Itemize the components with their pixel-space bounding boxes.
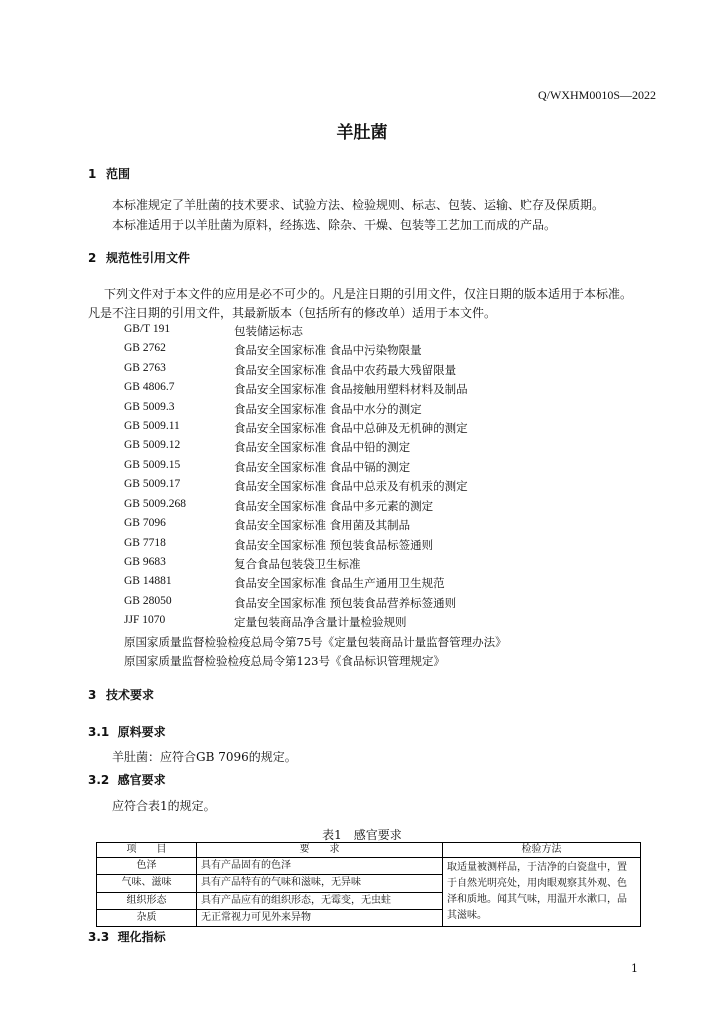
section-3-1-text: 羊肚菌：应符合GB 7096的规定。: [112, 750, 297, 764]
section-number: 1: [88, 167, 97, 181]
ref-title: 包装储运标志: [234, 324, 303, 338]
table-cell-method: 取适量被测样品，于洁净的白瓷盘中，置于自然光明亮处，用肉眼观察其外观、色泽和质地。闻其气味，用温开水漱口，品其滋味。: [443, 858, 641, 927]
ref-code: GB/T 191: [124, 323, 171, 335]
ref-code: JJF 1070: [124, 614, 166, 626]
table-header: 检验方法: [443, 843, 641, 858]
page-number: 1: [631, 962, 638, 975]
ref-code: GB 5009.268: [124, 498, 186, 510]
ref-code: GB 5009.11: [124, 420, 180, 432]
ref-title: 食品安全国家标准 食品中污染物限量: [234, 343, 422, 357]
section-number: 3.2: [88, 773, 110, 787]
section-number: 3.1: [88, 725, 110, 739]
table-header: 要 求: [197, 843, 443, 858]
ref-title: 食品安全国家标准 食品中多元素的测定: [234, 499, 434, 513]
ref-title: 食品安全国家标准 食品中镉的测定: [234, 460, 411, 474]
section-3-1-heading: [88, 723, 166, 740]
ref-regulation: 原国家质量监督检验检疫总局令第75号《定量包装商品计量监督管理办法》: [124, 635, 507, 649]
table-1-caption: 表1 感官要求: [322, 828, 402, 842]
ref-code: GB 5009.17: [124, 478, 181, 490]
ref-title: 食品安全国家标准 食品中铅的测定: [234, 440, 411, 454]
section-3-3-heading: [88, 928, 166, 945]
ref-code: GB 5009.15: [124, 459, 181, 471]
section-title: 原料要求: [117, 725, 166, 739]
section-3-2-heading: [88, 771, 166, 788]
ref-code: GB 5009.12: [124, 439, 181, 451]
section-2-intro-1: 下列文件对于本文件的应用是必不可少的。凡是注日期的引用文件，仅注日期的版本适用于本标准。: [104, 287, 633, 301]
ref-title: 复合食品包装袋卫生标准: [234, 557, 361, 571]
ref-title: 食品安全国家标准 食品中农药最大残留限量: [234, 363, 457, 377]
ref-code: GB 4806.7: [124, 381, 175, 393]
section-title: 范围: [106, 167, 131, 181]
table-cell-item: 组织形态: [97, 892, 197, 909]
table-cell-item: 气味、滋味: [97, 875, 197, 892]
ref-title: 食品安全国家标准 食品中水分的测定: [234, 402, 422, 416]
ref-title: 食品安全国家标准 预包装食品营养标签通则: [234, 596, 457, 610]
ref-code: GB 14881: [124, 575, 172, 587]
section-3-heading: [88, 686, 154, 703]
table-cell-requirement: 具有产品应有的组织形态，无霉变，无虫蛀: [197, 892, 443, 909]
ref-title: 定量包装商品净含量计量检验规则: [234, 615, 407, 629]
ref-title: 食品安全国家标准 食用菌及其制品: [234, 518, 411, 532]
ref-title: 食品安全国家标准 食品接触用塑料材料及制品: [234, 382, 468, 396]
ref-title: 食品安全国家标准 食品生产通用卫生规范: [234, 576, 445, 590]
section-title: 规范性引用文件: [106, 251, 191, 265]
section-1-line-2: 本标准适用于以羊肚菌为原料，经拣选、除杂、干燥、包装等工艺加工而成的产品。: [112, 218, 557, 232]
section-title: 理化指标: [117, 930, 166, 944]
ref-code: GB 2763: [124, 362, 166, 374]
table-header: 项 目: [97, 843, 197, 858]
table-cell-item: 色泽: [97, 858, 197, 875]
section-2-heading: [88, 249, 190, 266]
section-3-2-text: 应符合表1的规定。: [112, 799, 216, 813]
table-header-row: [97, 843, 641, 858]
ref-code: GB 7096: [124, 517, 166, 529]
ref-code: GB 5009.3: [124, 401, 175, 413]
ref-title: 食品安全国家标准 食品中总砷及无机砷的测定: [234, 421, 468, 435]
ref-regulation: 原国家质量监督检验检疫总局令第123号《食品标识管理规定》: [124, 654, 445, 668]
section-number: 3: [88, 688, 97, 702]
table-cell-requirement: 无正常视力可见外来异物: [197, 909, 443, 926]
section-title: 感官要求: [117, 773, 166, 787]
ref-code: GB 9683: [124, 556, 166, 568]
section-2-intro-2: 凡是不注日期的引用文件，其最新版本（包括所有的修改单）适用于本文件。: [88, 306, 497, 320]
section-1-heading: [88, 165, 130, 182]
table-cell-requirement: 具有产品固有的色泽: [197, 858, 443, 875]
section-1-line-1: 本标准规定了羊肚菌的技术要求、试验方法、检验规则、标志、包装、运输、贮存及保质期。: [112, 198, 605, 212]
ref-code: GB 7718: [124, 537, 166, 549]
table-cell-requirement: 具有产品特有的气味和滋味，无异味: [197, 875, 443, 892]
section-number: 3.3: [88, 930, 110, 944]
ref-title: 食品安全国家标准 食品中总汞及有机汞的测定: [234, 479, 468, 493]
standard-code: Q/WXHM0010S—2022: [537, 88, 656, 102]
section-title: 技术要求: [106, 688, 155, 702]
sensory-requirements-table: [96, 842, 641, 927]
section-number: 2: [88, 251, 97, 265]
table-cell-item: 杂质: [97, 909, 197, 926]
ref-code: GB 2762: [124, 342, 166, 354]
ref-code: GB 28050: [124, 595, 172, 607]
table-row: [97, 858, 641, 875]
ref-title: 食品安全国家标准 预包装食品标签通则: [234, 538, 434, 552]
document-title: 羊肚菌: [336, 123, 388, 143]
